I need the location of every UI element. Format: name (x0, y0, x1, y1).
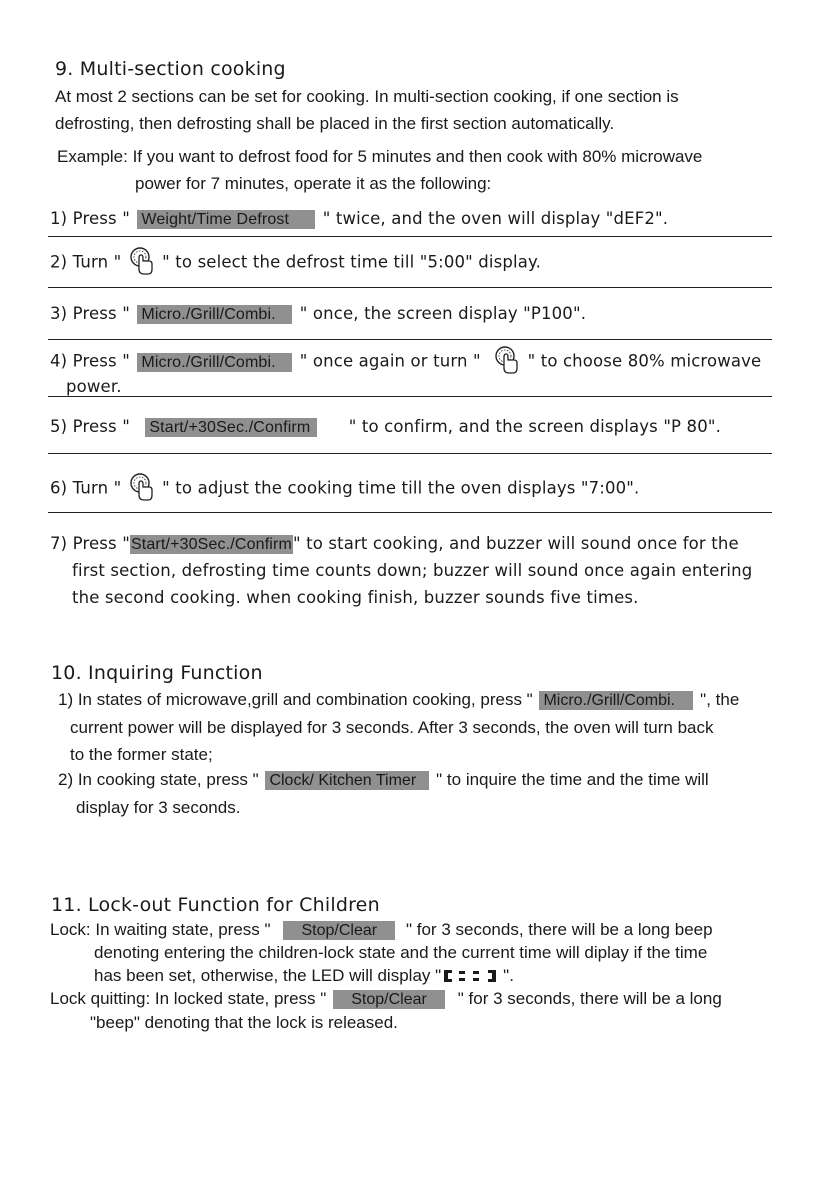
lock-line3-pre: has been set, otherwise, the LED will display " (94, 966, 442, 985)
step-4 (50, 347, 761, 377)
step-3 (50, 304, 586, 324)
step-1-post: " twice, and the oven will display "dEF2". (322, 209, 669, 228)
step-5-pre: 5) Press " (50, 417, 130, 436)
inquire-p1 (58, 690, 739, 710)
example-line2: power for 7 minutes, operate it as the following: (135, 174, 492, 193)
knob-icon (127, 246, 157, 276)
lock-pre: Lock: In waiting state, press " (50, 920, 271, 939)
knob-icon (127, 472, 157, 502)
quit-line1 (50, 989, 722, 1009)
section11-title: 11. Lock-out Function for Children (51, 894, 380, 916)
lock-line3-post: ". (503, 966, 514, 985)
example-line1: Example: If you want to defrost food for 5 minutes and then cook with 80% microwave (57, 147, 703, 166)
step-7-line3: the second cooking. when cooking finish, buzzer sounds five times. (72, 588, 639, 607)
quit-line2: "beep" denoting that the lock is released. (90, 1013, 398, 1032)
divider (48, 396, 772, 397)
step-7-post: " to start cooking, and buzzer will sound once for the (292, 534, 739, 553)
stop-clear-button: Stop/Clear (283, 921, 395, 940)
stop-clear-button: Stop/Clear (333, 990, 445, 1009)
step-6-post: " to adjust the cooking time till the oven displays "7:00". (162, 478, 640, 498)
lock-post: " for 3 seconds, there will be a long beep (406, 920, 713, 939)
inquire-p2-pre: 2) In cooking state, press " (58, 770, 259, 789)
divider (48, 512, 772, 513)
step-6 (50, 474, 639, 504)
divider (48, 453, 772, 454)
knob-icon (492, 345, 522, 375)
step-3-post: " once, the screen display "P100". (299, 304, 587, 323)
divider (48, 339, 772, 340)
start-confirm-button: Start/+30Sec./Confirm (130, 536, 292, 553)
step-1 (50, 209, 668, 229)
quit-post: " for 3 seconds, there will be a long (457, 989, 722, 1008)
lock-line3 (94, 966, 514, 986)
step-5-post: " to confirm, and the screen displays "P 80". (348, 417, 721, 436)
divider (48, 236, 772, 237)
micro-grill-combi-button: Micro./Grill/Combi. (137, 353, 292, 372)
inquire-p1-pre: 1) In states of microwave,grill and combination cooking, press " (58, 690, 533, 709)
section9-title: 9. Multi-section cooking (55, 58, 286, 80)
step-2-post: " to select the defrost time till "5:00" display. (162, 252, 541, 272)
inquire-p2-line2: display for 3 seconds. (76, 798, 241, 817)
clock-kitchen-timer-button: Clock/ Kitchen Timer (265, 771, 429, 790)
lock-symbol-icon (441, 968, 503, 984)
weight-time-defrost-button: Weight/Time Defrost (137, 210, 315, 229)
quit-pre: Lock quitting: In locked state, press " (50, 989, 327, 1008)
lock-line2: denoting entering the children-lock state and the current time will diplay if the time (94, 943, 708, 962)
micro-grill-combi-button: Micro./Grill/Combi. (137, 305, 292, 324)
inquire-p1-post: ", the (700, 690, 740, 709)
step-5 (50, 417, 721, 437)
step-4-pre: 4) Press " (50, 351, 130, 371)
micro-grill-combi-button: Micro./Grill/Combi. (539, 691, 693, 710)
inquire-p1-line2: current power will be displayed for 3 seconds. After 3 seconds, the oven will turn back (70, 718, 714, 737)
section9-intro-line2: defrosting, then defrosting shall be placed in the first section automatically. (55, 114, 615, 133)
divider (48, 287, 772, 288)
step-2-pre: 2) Turn " (50, 252, 122, 272)
step-2 (50, 248, 541, 278)
step-4-post: " to choose 80% microwave (527, 351, 762, 371)
inquire-p2 (58, 770, 709, 790)
section9-intro-line1: At most 2 sections can be set for cooking. In multi-section cooking, if one section is (55, 87, 679, 106)
start-confirm-button: Start/+30Sec./Confirm (145, 418, 317, 437)
section10-title: 10. Inquiring Function (51, 662, 263, 684)
step-3-pre: 3) Press " (50, 304, 130, 323)
lock-line1 (50, 920, 713, 940)
step-7 (50, 534, 739, 554)
step-1-pre: 1) Press " (50, 209, 130, 228)
step-6-pre: 6) Turn " (50, 478, 122, 498)
step-4-continued: power. (66, 377, 122, 396)
step-7-pre: 7) Press " (50, 534, 130, 553)
step-7-line2: first section, defrosting time counts down; buzzer will sound once again entering (72, 561, 753, 580)
step-4-mid: " once again or turn " (299, 351, 481, 371)
inquire-p1-line3: to the former state; (70, 745, 213, 764)
inquire-p2-post: " to inquire the time and the time will (436, 770, 709, 789)
